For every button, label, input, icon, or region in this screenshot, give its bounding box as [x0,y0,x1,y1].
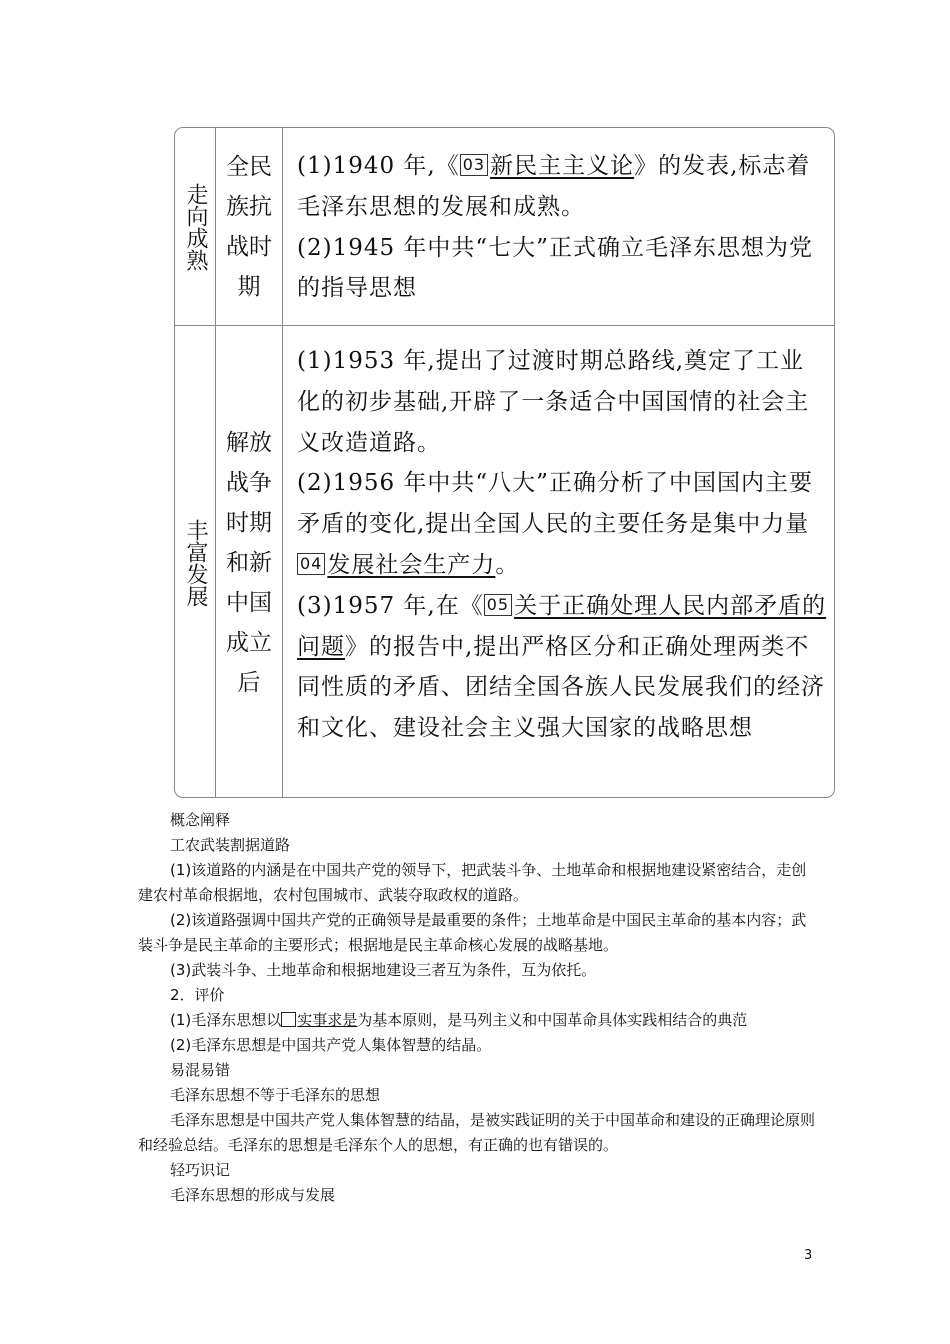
section-subheading: 毛泽东思想的形成与发展 [170,1186,336,1204]
item-text: 》的报告中,提出严格区分和正确处理两类不同性质的矛盾、团结全国各族人民发展我们的经济和文化、建设社会主义强大国家的战略思想 [297,633,825,742]
paragraph: (1)该道路的内涵是在中国共产党的领导下，把武装斗争、土地革命和根据地建设紧密结合，走创建农村革命根据地，农村包围城市、武装夺取政权的道路。 [138,861,807,904]
stage-label: 走向成熟 [183,182,208,271]
paragraph: (2)该道路强调中国共产党的正确领导是最重要的条件；土地革命是中国民主革命的基本内容；武装斗争是民主革命的主要形式；根据地是民主革命核心发展的战略基地。 [138,911,807,954]
document-body [138,808,818,1208]
answer-text: 发展社会生产力 [327,551,496,578]
history-table [174,127,835,798]
item-text: (1)1940 年,《 [297,153,460,179]
blank-answer [460,153,634,179]
paragraph: (2)毛泽东思想是中国共产党人集体智慧的结晶。 [170,1036,492,1054]
page-number: 3 [804,1248,813,1263]
content-item [297,228,827,310]
section-heading: 2．评价 [170,986,225,1004]
period-label: 全民族抗战时期 [226,153,272,300]
blank-answer [297,552,495,578]
section-heading: 概念阐释 [170,811,231,829]
item-text: 》的发表,标志着毛泽东思想的发展和成熟。 [297,153,811,220]
item-text: (2)1956 年中共“八大”正确分析了中国国内主要矛盾的变化,提出全国人民的主要任务是集中力量 [297,470,813,538]
answer-text: 新民主主义论 [490,153,635,179]
answer-text: 实事求是 [297,1011,358,1029]
item-text: 。 [495,551,520,578]
paragraph: 毛泽东思想是中国共产党人集体智慧的结晶，是被实践证明的关于中国革命和建设的正确理论原则和经验总结。毛泽东的思想是毛泽东个人的思想，有正确的也有错误的。 [138,1111,816,1154]
content-item [297,463,827,585]
stage-cell [175,128,215,325]
blank-box-icon [281,1012,296,1027]
blank-number: 05 [484,594,512,616]
content-cell [297,146,827,309]
content-item [297,146,827,228]
section-subheading: 毛泽东思想不等于毛泽东的思想 [170,1086,381,1104]
answer-text: 关于正确处理人民内部矛盾的问题 [297,592,827,660]
period-cell [217,128,281,325]
section-subheading: 工农武装割据道路 [170,836,291,854]
content-item [297,586,827,749]
column-divider [215,128,216,797]
content-item [297,341,827,463]
item-text: (3)1957 年,在《 [297,592,484,619]
paragraph [138,1008,818,1033]
section-heading: 易混易错 [170,1061,231,1079]
blank-number: 03 [460,154,488,176]
paragraph-text: 为基本原则，是马列主义和中国革命具体实践相结合的典范 [357,1011,748,1029]
period-cell [217,326,281,798]
section-heading: 轻巧识记 [170,1161,231,1179]
stage-cell [175,326,215,798]
column-divider [282,128,283,797]
item-text: (1)1953 年,提出了过渡时期总路线,奠定了工业化的初步基础,开辟了一条适合中国国情的社会主义改造道路。 [297,348,810,456]
period-label: 解放战争时期和新中国成立后 [226,429,272,696]
paragraph-text: (1)毛泽东思想以 [170,1011,282,1029]
paragraph: (3)武装斗争、土地革命和根据地建设三者互为条件，互为依托。 [170,961,597,979]
stage-label: 丰富发展 [183,518,208,607]
blank-number: 04 [297,553,325,575]
item-text: (2)1945 年中共“七大”正式确立毛泽东思想为党的指导思想 [297,234,813,302]
content-cell [297,341,827,749]
